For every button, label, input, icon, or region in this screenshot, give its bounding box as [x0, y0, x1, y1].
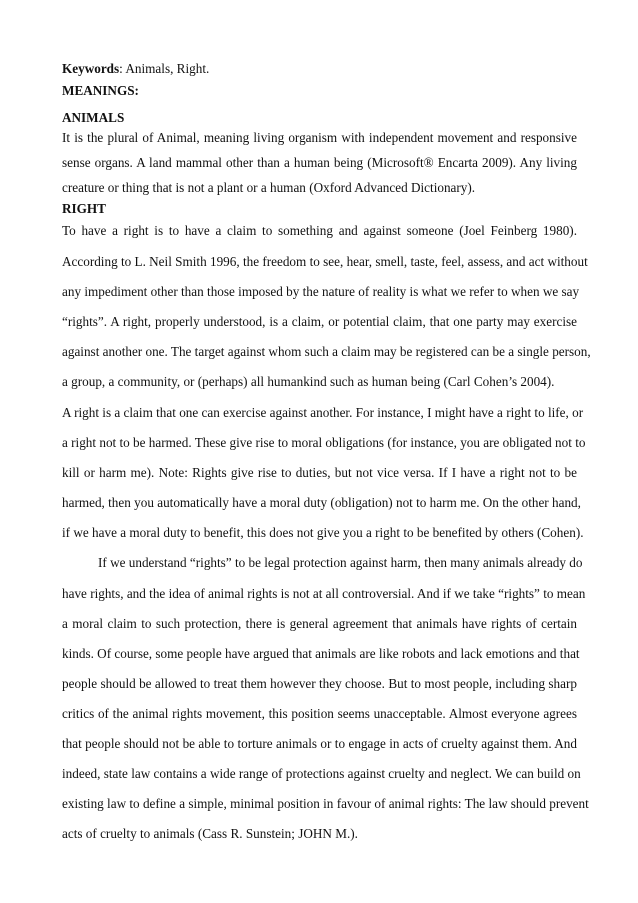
animals-line-1: It is the plural of Animal, meaning living organism with independent movement and responsive [62, 130, 577, 145]
animals-line-2: sense organs. A land mammal other than a human being (Microsoft® Encarta 2009). Any living [62, 155, 577, 170]
right-p2-line-2: a right not to be harmed. These give rise to moral obligations (for instance, you are obligated not to [62, 435, 586, 450]
right-p1-line-5: against another one. The target against whom such a claim may be registered can be a single person, [62, 344, 591, 359]
right-p2-line-5: if we have a moral duty to benefit, this does not give you a right to be benefited by others (Cohen). [62, 525, 584, 540]
right-p3-line-8: indeed, state law contains a wide range of protections against cruelty and neglect. We can build on [62, 766, 581, 781]
right-p3-line-9: existing law to define a simple, minimal position in favour of animal rights: The law should prevent [62, 796, 589, 811]
right-p1-line-6: a group, a community, or (perhaps) all humankind such as human being (Carl Cohen’s 2004). [62, 374, 555, 389]
right-p1-line-1: To have a right is to have a claim to something and against someone (Joel Feinberg 1980). [62, 223, 577, 238]
right-p2-line-3: kill or harm me). Note: Rights give rise to duties, but not vice versa. If I have a right not to be [62, 465, 577, 480]
animals-heading: ANIMALS [62, 110, 125, 125]
right-p1-line-3: any impediment other than those imposed by the nature of reality is what we refer to when we say [62, 284, 580, 299]
right-p2-line-1: A right is a claim that one can exercise against another. For instance, I might have a right to life, or [62, 405, 584, 420]
right-p3-line-2: have rights, and the idea of animal rights is not at all controversial. And if we take “rights” to mean [62, 586, 586, 601]
right-p3-line-1: If we understand “rights” to be legal protection against harm, then many animals already do [98, 555, 583, 570]
right-heading: RIGHT [62, 201, 106, 216]
right-p3-line-10: acts of cruelty to animals (Cass R. Sunstein; JOHN M.). [62, 826, 358, 841]
keywords-text: : Animals, Right. [119, 61, 210, 76]
right-p1-line-4: “rights”. A right, properly understood, is a claim, or potential claim, that one party may exercise [62, 314, 577, 329]
right-p3-line-7: that people should not be able to torture animals or to engage in acts of cruelty against them. And [62, 736, 577, 751]
right-p1-line-2: According to L. Neil Smith 1996, the freedom to see, hear, smell, taste, feel, assess, and act without [62, 254, 588, 269]
right-p2-line-4: harmed, then you automatically have a moral duty (obligation) not to harm me. On the other hand, [62, 495, 581, 510]
right-p3-line-6: critics of the animal rights movement, this position seems unacceptable. Almost everyone agrees [62, 706, 577, 721]
meanings-heading: MEANINGS: [62, 83, 139, 98]
right-p3-line-5: people should be allowed to treat them however they choose. But to most people, including sharp [62, 676, 577, 691]
keywords-label: Keywords [62, 61, 120, 76]
right-p3-line-3: a moral claim to such protection, there is general agreement that animals have rights of certain [62, 616, 577, 631]
animals-line-3: creature or thing that is not a plant or a human (Oxford Advanced Dictionary). [62, 180, 476, 195]
keywords-line [62, 61, 577, 77]
right-p3-line-4: kinds. Of course, some people have argued that animals are like robots and lack emotions and that [62, 646, 580, 661]
